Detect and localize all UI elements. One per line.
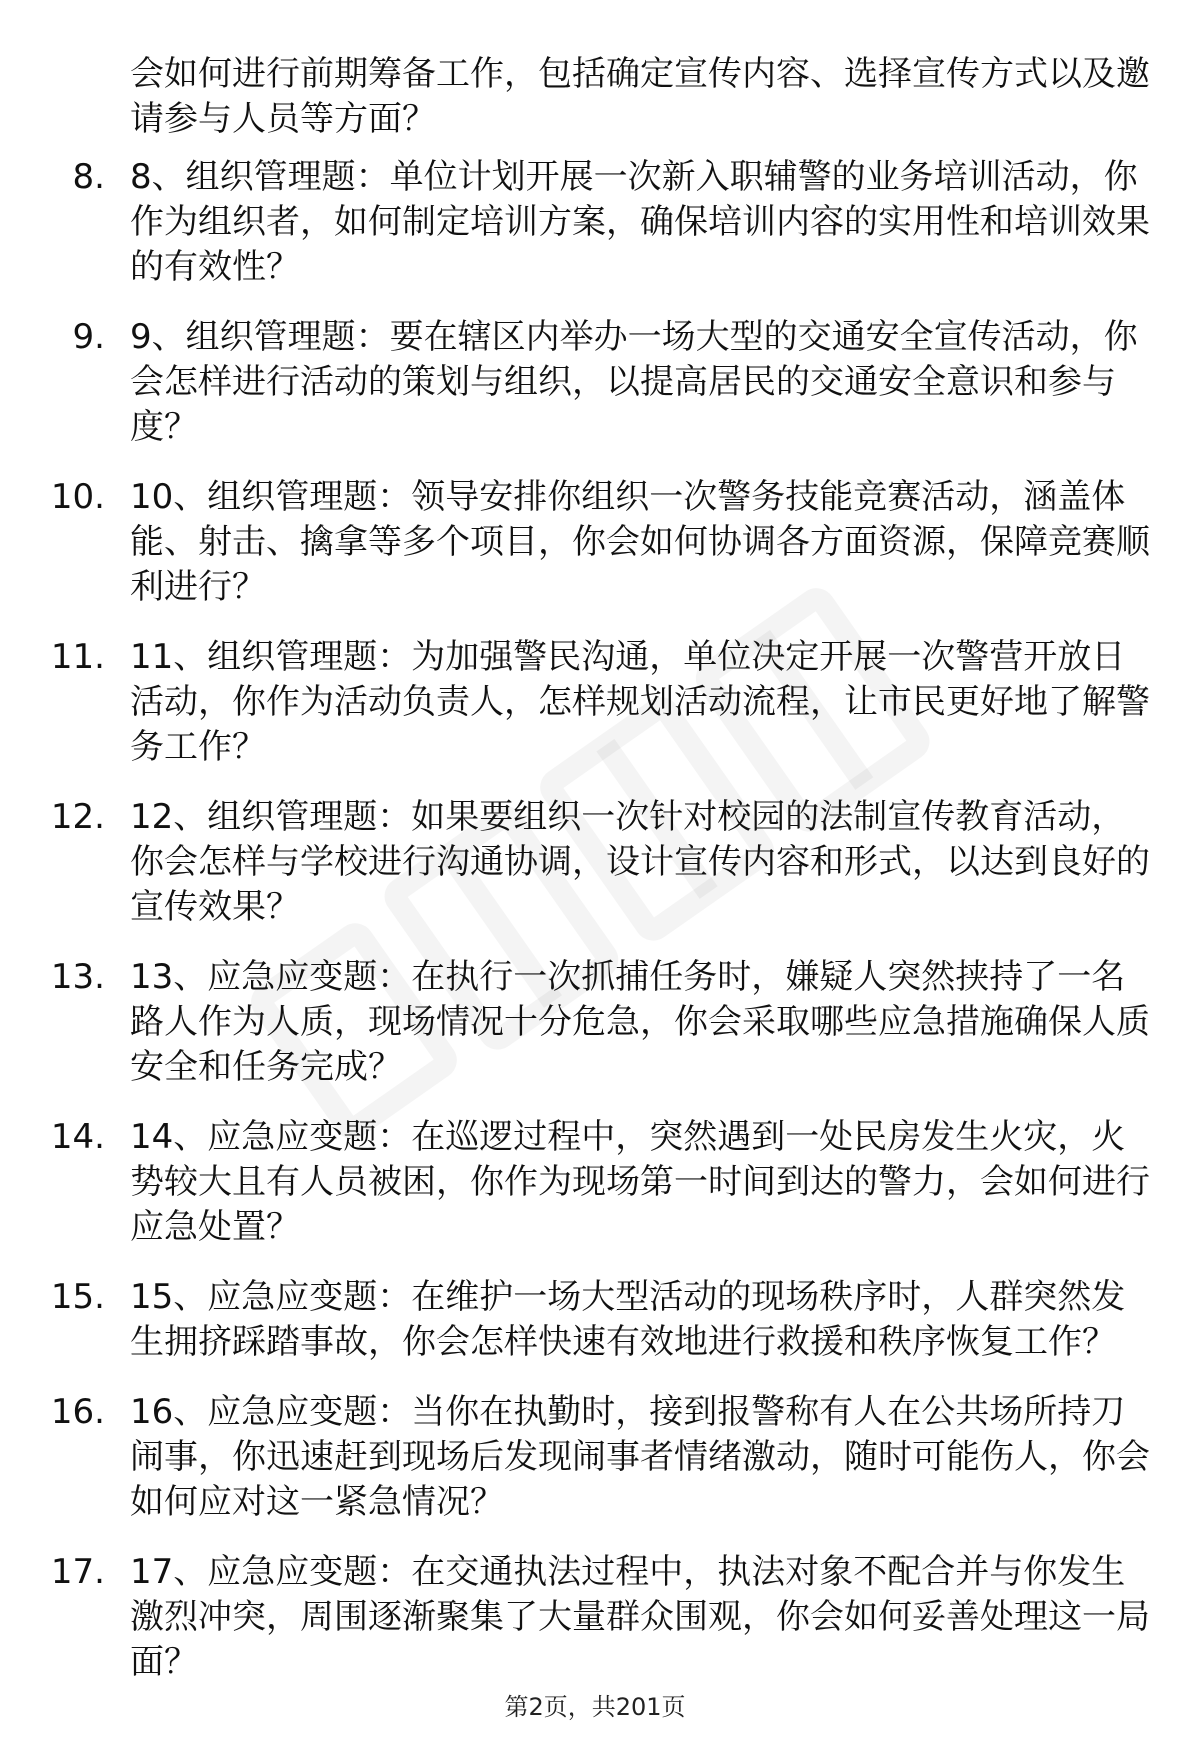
question-text: 10、组织管理题：领导安排你组织一次警务技能竞赛活动，涵盖体能、射击、擒拿等多个项目，你会如何协调各方面资源，保障竞赛顺利进行？ [130,477,1150,607]
list-number: 16. [50,1392,105,1432]
list-number: 15. [50,1277,105,1317]
list-number: 12. [50,797,105,837]
question-text: 13、应急应变题：在执行一次抓捕任务时，嫌疑人突然挟持了一名路人作为人质，现场情况十分危急，你会采取哪些应急措施确保人质安全和任务完成？ [130,957,1150,1087]
list-item [0,155,1190,290]
list-item [0,1115,1190,1250]
question-text: 14、应急应变题：在巡逻过程中，突然遇到一处民房发生火灾，火势较大且有人员被困，你作为现场第一时间到达的警力，会如何进行应急处置？ [130,1117,1150,1247]
question-text: 11、组织管理题：为加强警民沟通，单位决定开展一次警营开放日活动，你作为活动负责人，怎样规划活动流程，让市民更好地了解警务工作？ [130,637,1150,767]
list-item [0,635,1190,770]
question-list [0,155,1190,1710]
continuation-paragraph: 会如何进行前期筹备工作，包括确定宣传内容、选择宣传方式以及邀请参与人员等方面？ [130,54,1150,139]
question-text: 16、应急应变题：当你在执勤时，接到报警称有人在公共场所持刀闹事，你迅速赶到现场后发现闹事者情绪激动，随时可能伤人，你会如何应对这一紧急情况？ [130,1392,1150,1522]
list-number: 13. [50,957,105,997]
list-item [0,1275,1190,1365]
list-number: 8. [72,157,105,197]
list-item [0,795,1190,930]
list-item [0,475,1190,610]
list-item [0,1390,1190,1525]
question-text: 12、组织管理题：如果要组织一次针对校园的法制宣传教育活动，你会怎样与学校进行沟通协调，设计宣传内容和形式，以达到良好的宣传效果？ [130,797,1150,927]
page-footer: 第2页，共201页 [504,1693,686,1721]
question-text: 8、组织管理题：单位计划开展一次新入职辅警的业务培训活动，你作为组织者，如何制定培训方案，确保培训内容的实用性和培训效果的有效性？ [130,157,1150,287]
list-number: 9. [72,317,105,357]
list-number: 14. [50,1117,105,1157]
list-item [0,1550,1190,1685]
list-number: 10. [50,477,105,517]
list-item [0,315,1190,450]
list-item [0,955,1190,1090]
question-text: 15、应急应变题：在维护一场大型活动的现场秩序时，人群突然发生拥挤踩踏事故，你会怎样快速有效地进行救援和秩序恢复工作？ [130,1277,1126,1362]
list-number: 17. [50,1552,105,1592]
question-text: 9、组织管理题：要在辖区内举办一场大型的交通安全宣传活动，你会怎样进行活动的策划与组织，以提高居民的交通安全意识和参与度？ [130,317,1138,447]
list-number: 11. [50,637,105,677]
question-text: 17、应急应变题：在交通执法过程中，执法对象不配合并与你发生激烈冲突，周围逐渐聚集了大量群众围观，你会如何妥善处理这一局面？ [130,1552,1150,1682]
